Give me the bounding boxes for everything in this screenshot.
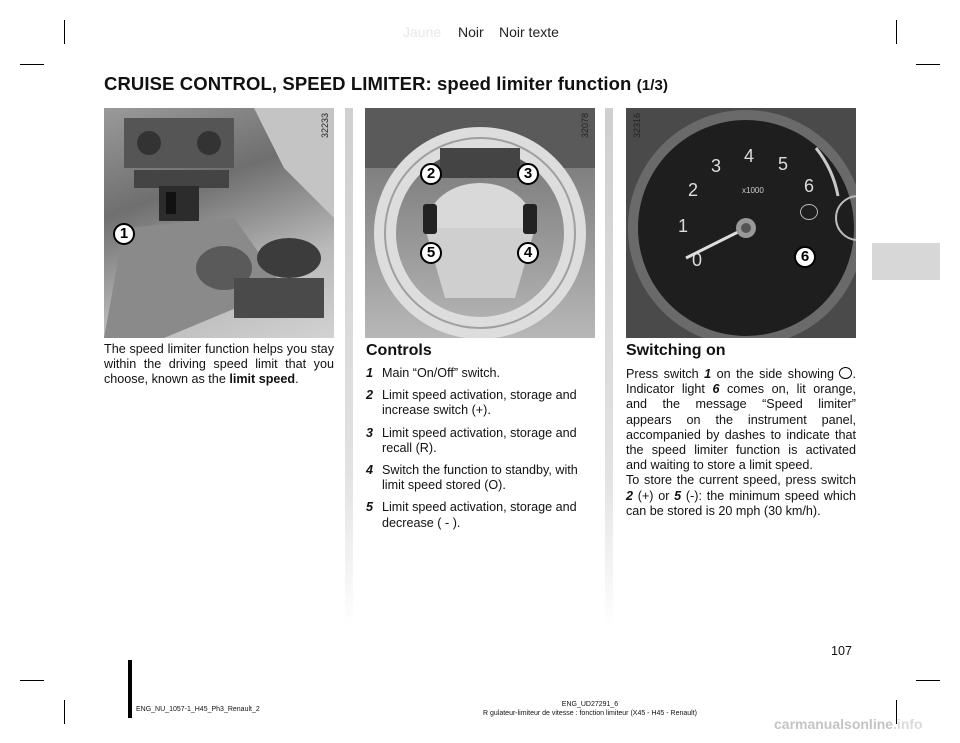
item-number: 2 [366,388,374,403]
tach-label-3: 3 [711,156,722,176]
watermark-tld: .info [893,716,923,732]
speed-limiter-icon [839,367,852,379]
tachometer-photo [626,108,856,338]
chapter-tab [872,243,940,280]
tach-label-4: 4 [744,146,755,166]
callout-5: 5 [420,242,442,264]
console-photo [104,108,334,338]
callout-1: 1 [113,223,135,245]
watermark [774,716,923,732]
footer-right [420,700,760,718]
item-number: 4 [366,463,374,478]
text-run: (-): the minimum speed which can be stored is 20 mph (30 km/h). [626,488,857,518]
tachometer-illustration [626,108,856,338]
page-number: 107 [831,644,853,658]
switching-on-heading: Switching on [626,342,726,359]
switching-on-paragraph [626,367,856,519]
item-text: Switch the function to standby, with limit speed stored (O). [382,463,578,493]
title-main: CRUISE CONTROL, SPEED LIMITER: speed limiter function [104,73,632,94]
tach-label-6: 6 [804,176,815,196]
switch-number: 2 [626,488,634,503]
list-item [366,463,594,493]
intro-text: The speed limiter function helps you stay within the driving speed limit that you choose, known as the [104,342,334,387]
crop-mark [916,64,940,65]
console-illustration [104,108,334,338]
item-text: Main “On/Off” switch. [382,366,501,380]
watermark-main: carmanualsonline [774,716,894,732]
tach-label-0: 0 [692,250,703,270]
indicator-number: 6 [712,382,720,397]
speed-limiter-warning-icon [800,204,818,220]
header-color-jaune: Jaune [403,24,442,40]
switch-number: 5 [674,488,682,503]
footer-left: ENG_NU_1057-1_H45_Ph3_Renault_2 [136,706,260,713]
image-code-32233: 32233 [320,112,330,138]
steering-wheel-photo [365,108,595,338]
list-item [366,426,594,456]
crop-mark [916,680,940,681]
tach-label-5: 5 [778,154,789,174]
text-run: . Indicator light [626,367,856,397]
callout-2: 2 [420,163,442,185]
crop-mark [20,64,44,65]
item-number: 1 [366,366,374,380]
page-title [104,73,668,95]
footer-right-line2: R gulateur-limiteur de vitesse : fonction limiteur (X45 - H45 - Renault) [483,710,697,717]
list-item [366,388,594,418]
callout-4: 4 [517,242,539,264]
steering-wheel-illustration [365,108,595,338]
controls-list [366,366,594,538]
item-text: Limit speed activation, storage and decrease ( - ). [382,500,577,530]
intro-end: . [295,372,299,387]
text-run: To store the current speed, press switch [626,473,856,488]
crop-mark [64,20,65,44]
text-run: on the side showing [711,367,840,381]
item-number: 3 [366,425,374,440]
text-run: Press switch [626,367,705,381]
header-color-noir-texte: Noir texte [499,24,559,40]
intro-bold: limit speed [229,372,296,387]
column-divider [345,108,353,628]
image-code-32316: 32316 [632,112,642,138]
tach-label-x1000: x1000 [742,186,764,195]
text-run: (+) or [633,488,675,503]
text-run: comes on, lit orange, and the message “Speed limiter” appears on the instrument panel, accompanied by dashes to indicate that the speed limiter function is activated and waiting to store a limit speed. [626,382,857,473]
image-code-32078: 32078 [580,112,590,138]
header-color-noir: Noir [458,24,484,40]
crop-mark [64,700,65,724]
item-text: Limit speed activation, storage and recall (R). [382,425,577,455]
crop-mark [896,20,897,44]
item-text: Limit speed activation, storage and increase switch (+). [382,388,577,418]
title-part: (1/3) [636,77,669,94]
list-item [366,366,594,381]
item-number: 5 [366,500,374,515]
footer-right-line1: ENG_UD27291_6 [561,701,619,708]
tach-label-2: 2 [688,180,699,200]
list-item [366,500,594,530]
tach-label-1: 1 [678,216,689,236]
switch-number: 1 [704,367,712,381]
crop-mark [20,680,44,681]
binding-bar [128,660,132,718]
intro-paragraph [104,342,334,388]
callout-3: 3 [517,163,539,185]
column-divider [605,108,613,628]
callout-6: 6 [794,246,816,268]
controls-heading: Controls [366,342,432,359]
